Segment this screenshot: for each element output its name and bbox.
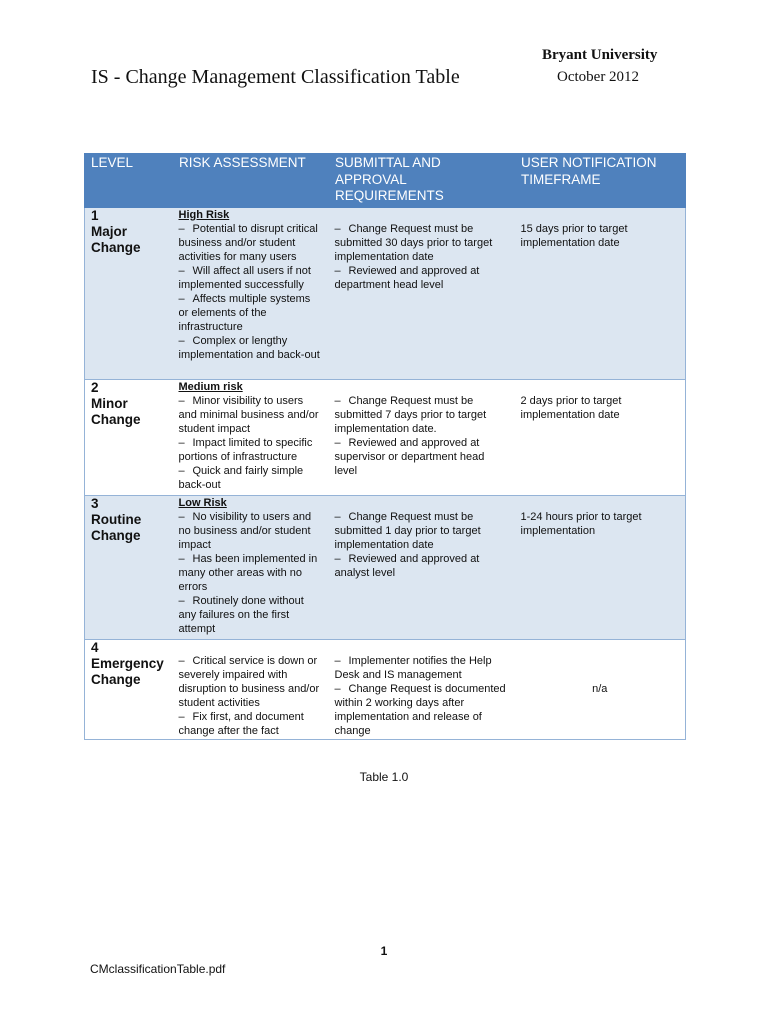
level-number: 3: [91, 495, 99, 511]
level-name: Major Change: [91, 223, 141, 255]
risk-cell: [173, 379, 329, 495]
level-cell: [85, 379, 173, 495]
level-name: Minor Change: [91, 395, 141, 427]
submittal-cell: [329, 495, 515, 639]
document-date: October 2012: [557, 69, 640, 85]
classification-table: [84, 153, 686, 740]
submittal-item: – Change Request must be submitted 7 days prior to target implementation date.: [334, 394, 487, 435]
risk-cell: [173, 207, 329, 379]
notification-cell: [515, 207, 686, 379]
submittal-item: – Reviewed and approved at supervisor or department head level: [334, 436, 485, 477]
header-user-notification: USER NOTIFICATION TIMEFRAME: [515, 154, 686, 208]
level-number: 1: [91, 207, 99, 223]
notification-cell: [515, 495, 686, 639]
level-name: Routine Change: [91, 511, 142, 543]
submittal-item: – Implementer notifies the Help Desk and IS management: [334, 654, 492, 681]
risk-title: Medium risk: [178, 380, 243, 393]
risk-item: – Will affect all users if not implemented successfully: [178, 264, 311, 291]
level-cell: [85, 639, 173, 739]
header-submittal-requirements: SUBMITTAL AND APPROVAL REQUIREMENTS: [329, 154, 515, 208]
header-risk-assessment: RISK ASSESSMENT: [173, 154, 329, 208]
risk-title: High Risk: [178, 208, 230, 221]
risk-item: – Affects multiple systems or elements of the infrastructure: [178, 292, 311, 333]
table-row: [85, 495, 686, 639]
notification-cell: [515, 639, 686, 739]
notification-text: 15 days prior to target implementation date: [520, 222, 628, 249]
submittal-cell: [329, 639, 515, 739]
submittal-item: – Change Request must be submitted 1 day prior to target implementation date: [334, 510, 481, 551]
risk-item: – Potential to disrupt critical business and/or student activities for many users: [178, 222, 318, 263]
risk-item: – No visibility to users and no business and/or student impact: [178, 510, 312, 551]
submittal-cell: [329, 379, 515, 495]
submittal-item: – Reviewed and approved at department head level: [334, 264, 480, 291]
submittal-item: – Change Request is documented within 2 working days after implementation and release of change: [334, 682, 506, 737]
header-level: LEVEL: [85, 154, 173, 208]
notification-cell: [515, 379, 686, 495]
risk-cell: [173, 495, 329, 639]
risk-item: – Impact limited to specific portions of infrastructure: [178, 436, 313, 463]
notification-text: n/a: [592, 683, 608, 695]
submittal-item: – Reviewed and approved at analyst level: [334, 552, 480, 579]
table-row: [85, 379, 686, 495]
university-name: Bryant University: [542, 47, 658, 63]
table-caption: Table 1.0: [359, 770, 409, 784]
risk-item: – Complex or lengthy implementation and back-out: [178, 334, 320, 361]
level-cell: [85, 207, 173, 379]
page-number: 1: [380, 944, 388, 958]
risk-item: – Fix first, and document change after the fact: [178, 710, 304, 737]
page-title: IS - Change Management Classification Table: [91, 66, 460, 88]
submittal-cell: [329, 207, 515, 379]
level-cell: [85, 495, 173, 639]
submittal-item: – Change Request must be submitted 30 days prior to target implementation date: [334, 222, 493, 263]
risk-item: – Critical service is down or severely impaired with disruption to business and/or student activities: [178, 654, 320, 709]
risk-item: – Routinely done without any failures on the first attempt: [178, 594, 304, 635]
table-row: [85, 207, 686, 379]
notification-text: 1-24 hours prior to target implementation: [520, 510, 642, 537]
risk-item: – Minor visibility to users and minimal business and/or student impact: [178, 394, 319, 435]
level-number: 2: [91, 379, 99, 395]
risk-title: Low Risk: [178, 496, 227, 509]
notification-text: 2 days prior to target implementation date: [520, 394, 622, 421]
risk-item: – Has been implemented in many other areas with no errors: [178, 552, 318, 593]
level-number: 4: [91, 639, 99, 655]
table-row: [85, 639, 686, 739]
file-name: CMclassificationTable.pdf: [90, 962, 226, 976]
table-header-row: [85, 154, 686, 208]
risk-item: – Quick and fairly simple back-out: [178, 464, 304, 491]
risk-cell: [173, 639, 329, 739]
level-name: Emergency Change: [91, 655, 164, 687]
